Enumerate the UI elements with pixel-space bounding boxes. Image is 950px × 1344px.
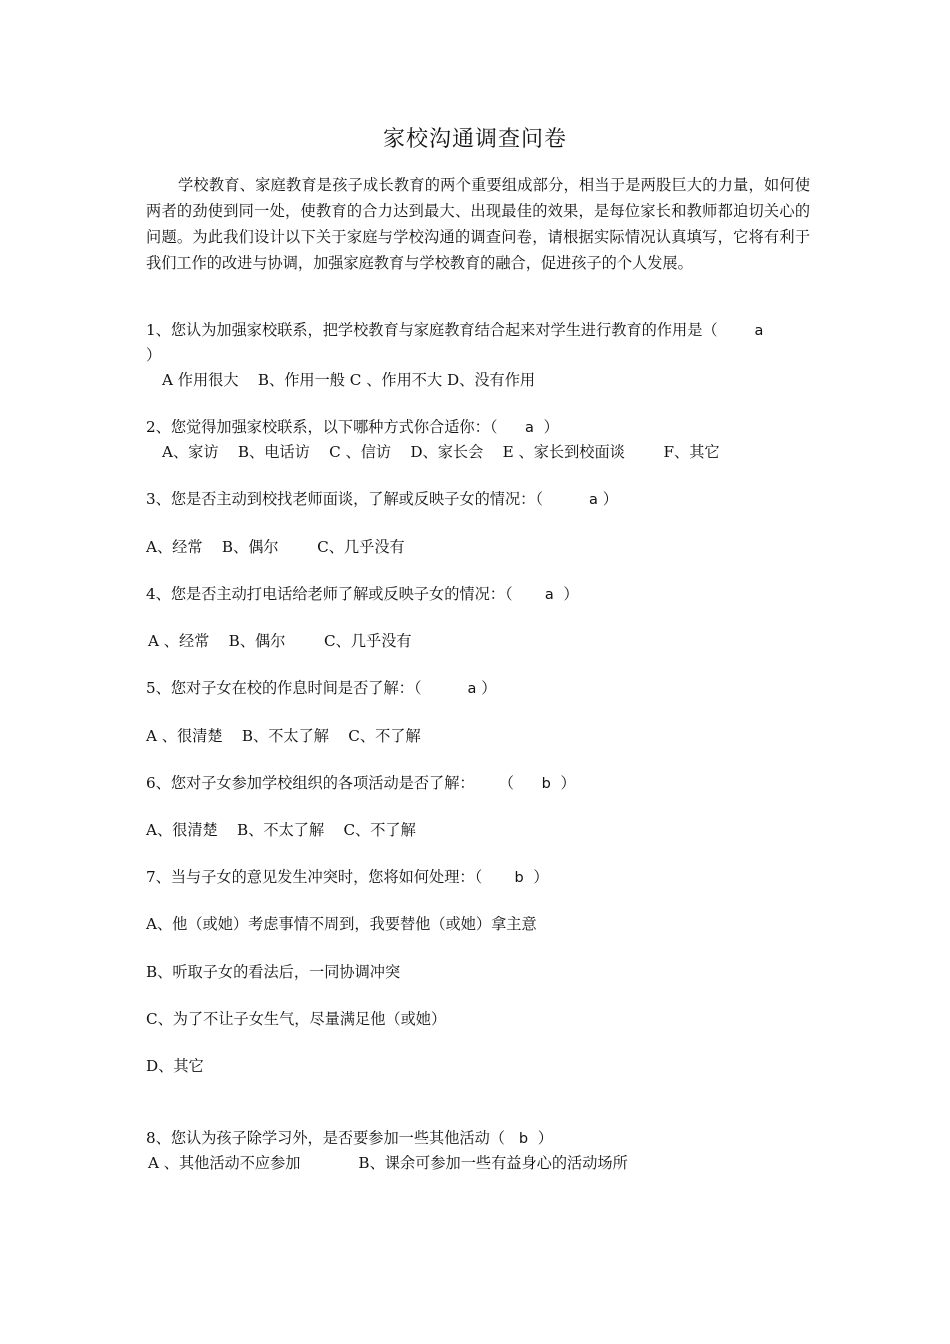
option-7c: C、为了不让子女生气，尽量满足他（或她） <box>146 1010 447 1028</box>
options-4: A 、经常 B、偶尔 C、几乎没有 <box>148 632 412 650</box>
page-title: 家校沟通调查问卷 <box>382 127 567 152</box>
question-1-close: ） <box>146 346 162 364</box>
question-6: 6、您对子女参加学校组织的各项活动是否了解： （ b ） <box>146 774 576 792</box>
options-3: A、经常 B、偶尔 C、几乎没有 <box>146 538 405 556</box>
question-1: 1、您认为加强家校联系，把学校教育与家庭教育结合起来对学生进行教育的作用是（ a <box>146 321 764 339</box>
answer-2: a <box>525 420 534 436</box>
options-1: A 作用很大 B、作用一般 C 、作用不大 D、没有作用 <box>162 371 536 389</box>
question-3: 3、您是否主动到校找老师面谈，了解或反映子女的情况：（ a ） <box>146 490 618 508</box>
answer-5: a <box>467 681 477 697</box>
answer-7: b <box>514 870 524 886</box>
answer-4: a <box>544 587 554 603</box>
question-7: 7、当与子女的意见发生冲突时，您将如何处理：（ b ） <box>146 868 549 886</box>
answer-3: a <box>589 492 598 508</box>
question-5: 5、您对子女在校的作息时间是否了解：（ a ） <box>146 679 497 697</box>
question-2: 2、您觉得加强家校联系，以下哪种方式你合适你：（ a ） <box>146 418 559 436</box>
intro-paragraph: 学校教育、家庭教育是孩子成长教育的两个重要组成部分，相当于是两股巨大的力量，如何使两者的劲使到同一处，使教育的合力达到最大、出现最佳的效果，是每位家长和教师都迫切关心的问题。为此我们设计以下关于家庭与学校沟通的调查问卷，请根据实际情况认真填写，它将有利于我们工作的改进与协调，加强家庭教育与学校教育的融合，促进孩子的个人发展。 <box>146 176 810 272</box>
answer-6: b <box>541 776 551 792</box>
question-8: 8、您认为孩子除学习外，是否要参加一些其他活动（ b ） <box>146 1129 553 1147</box>
options-5: A 、很清楚 B、不太了解 C、不了解 <box>146 727 421 745</box>
answer-1: a <box>754 323 764 339</box>
option-7d: D、其它 <box>146 1057 204 1075</box>
options-6: A、很清楚 B、不太了解 C、不了解 <box>146 821 416 839</box>
option-7b: B、听取子女的看法后，一同协调冲突 <box>146 963 401 981</box>
options-2: A、家访 B、电话访 C 、信访 D、家长会 E 、家长到校面谈 F、其它 <box>162 443 720 461</box>
option-7a: A、他（或她）考虑事情不周到，我要替他（或她）拿主意 <box>146 915 537 933</box>
question-4: 4、您是否主动打电话给老师了解或反映子女的情况：（ a ） <box>146 585 579 603</box>
options-8: A 、其他活动不应参加 B、课余可参加一些有益身心的活动场所 <box>148 1154 628 1172</box>
answer-8: b <box>518 1131 529 1147</box>
